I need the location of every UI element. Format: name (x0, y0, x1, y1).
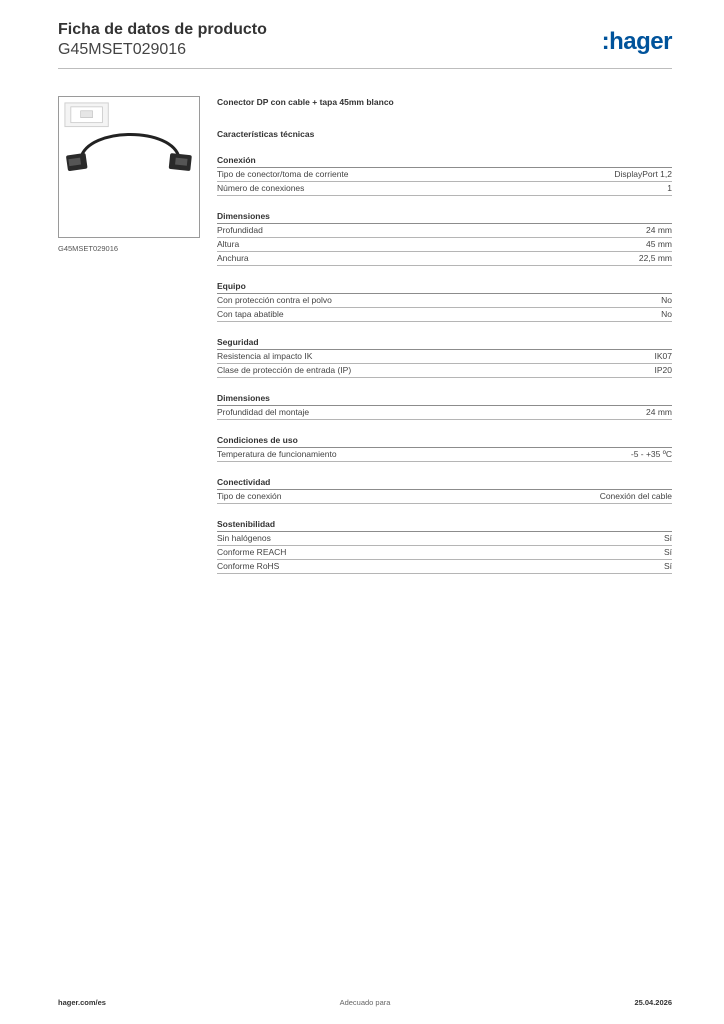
spec-label: Tipo de conexión (217, 491, 282, 501)
spec-row (217, 406, 672, 420)
spec-value: IK07 (654, 351, 672, 361)
spec-row (217, 350, 672, 364)
product-image (58, 96, 200, 238)
page-footer (58, 998, 672, 1010)
spec-row (217, 252, 672, 266)
spec-label: Con tapa abatible (217, 309, 284, 319)
product-name: Conector DP con cable + tapa 45mm blanco (217, 97, 394, 107)
footer-website-link[interactable]: hager.com/es (58, 998, 106, 1007)
spec-row (217, 448, 672, 462)
spec-value: No (661, 309, 672, 319)
spec-label: Con protección contra el polvo (217, 295, 332, 305)
spec-section (217, 392, 672, 420)
spec-value: -5 - +35 ºC (630, 449, 672, 459)
section-title: Sostenibilidad (217, 518, 672, 532)
spec-label: Profundidad del montaje (217, 407, 310, 417)
spec-value: DisplayPort 1,2 (614, 169, 672, 179)
spec-value: Sí (663, 533, 672, 543)
section-title: Dimensiones (217, 210, 672, 224)
spec-value: Sí (663, 547, 672, 557)
spec-value: Sí (663, 561, 672, 571)
spec-value: 24 mm (646, 225, 672, 235)
page-header (58, 20, 672, 70)
product-illustration (59, 97, 199, 237)
spec-row (217, 308, 672, 322)
spec-value: 45 mm (646, 239, 672, 249)
spec-row (217, 238, 672, 252)
footer-suitable-for: Adecuado para (339, 998, 391, 1007)
spec-label: Anchura (217, 253, 249, 263)
spec-row (217, 364, 672, 378)
spec-row (217, 294, 672, 308)
spec-section (217, 518, 672, 574)
section-title: Condiciones de uso (217, 434, 672, 448)
section-title: Seguridad (217, 336, 672, 350)
spec-label: Conforme RoHS (217, 561, 280, 571)
section-title: Equipo (217, 280, 672, 294)
header-divider (58, 68, 672, 69)
spec-section (217, 476, 672, 504)
spec-row (217, 182, 672, 196)
spec-label: Altura (217, 239, 240, 249)
spec-value: 1 (667, 183, 672, 193)
hager-logo (602, 28, 672, 56)
spec-value: 24 mm (646, 407, 672, 417)
spec-label: Resistencia al impacto IK (217, 351, 313, 361)
spec-sections (217, 154, 672, 574)
spec-row (217, 168, 672, 182)
section-title: Conectividad (217, 476, 672, 490)
technical-characteristics-heading: Características técnicas (217, 129, 315, 139)
document-subtitle: G45MSET029016 (58, 41, 187, 58)
document-title: Ficha de datos de producto (58, 21, 267, 38)
spec-value: IP20 (654, 365, 672, 375)
spec-row (217, 490, 672, 504)
spec-section (217, 280, 672, 322)
spec-row (217, 560, 672, 574)
product-details (217, 96, 672, 574)
spec-section (217, 154, 672, 196)
spec-label: Temperatura de funcionamiento (217, 449, 337, 459)
spec-label: Sin halógenos (217, 533, 271, 543)
logo-text: hager (609, 28, 672, 55)
spec-label: Tipo de conector/toma de corriente (217, 169, 349, 179)
image-caption: G45MSET029016 (58, 244, 119, 253)
spec-label: Clase de protección de entrada (IP) (217, 365, 352, 375)
spec-section (217, 336, 672, 378)
spec-value: No (661, 295, 672, 305)
footer-date: 25.04.2026 (634, 998, 672, 1007)
spec-value: Conexión del cable (599, 491, 672, 501)
spec-value: 22,5 mm (638, 253, 672, 263)
spec-label: Número de conexiones (217, 183, 305, 193)
spec-row (217, 532, 672, 546)
spec-label: Profundidad (217, 225, 263, 235)
spec-section (217, 210, 672, 266)
spec-section (217, 434, 672, 462)
spec-label: Conforme REACH (217, 547, 287, 557)
section-title: Conexión (217, 154, 672, 168)
spec-row (217, 546, 672, 560)
spec-row (217, 224, 672, 238)
section-title: Dimensiones (217, 392, 672, 406)
logo-mark: : (601, 28, 610, 55)
